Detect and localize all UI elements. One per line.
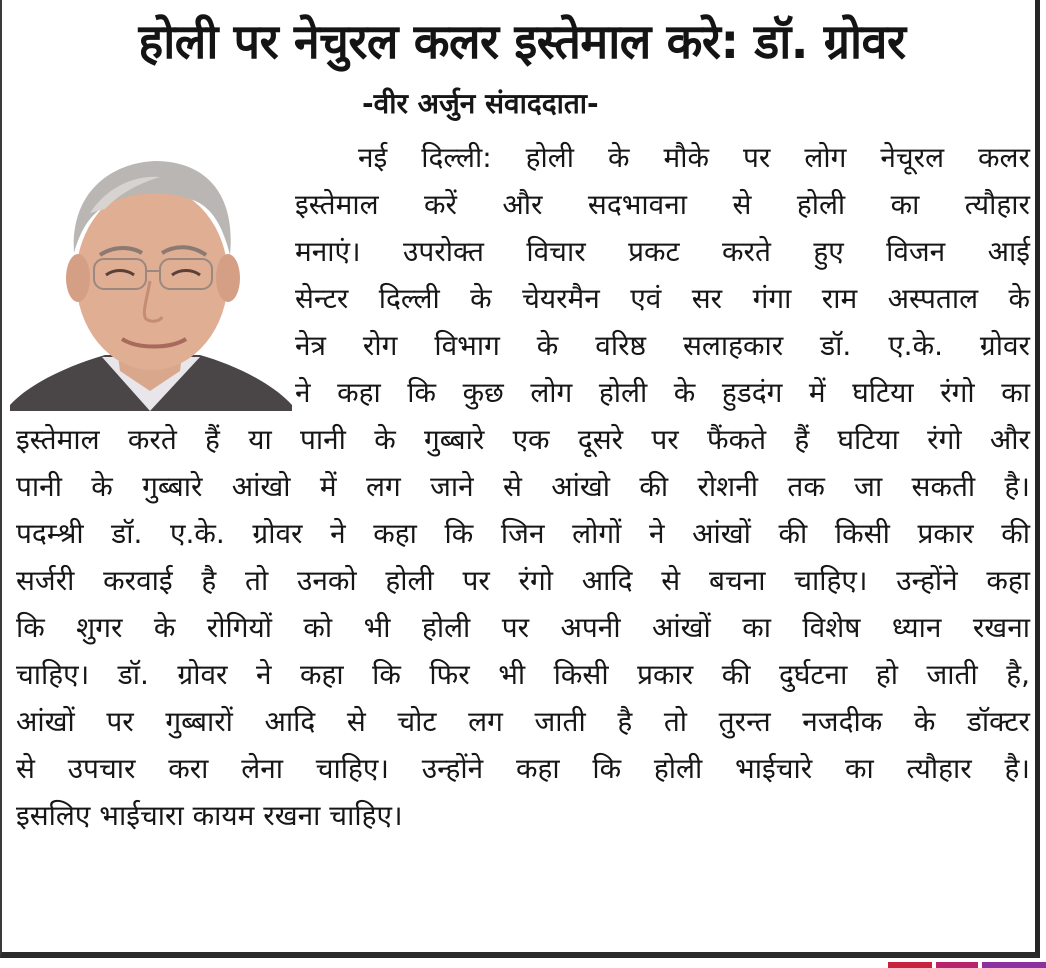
article-body-line: आंखों पर गुब्बारों आदि से चोट लग जाती है तो तुरन्त नजदीक के डॉक्टर [16, 705, 1030, 738]
article-body-line: चाहिए। डॉ. ग्रोवर ने कहा कि फिर भी किसी प्रकार की दुर्घटना हो जाती है, [16, 658, 1030, 691]
bottom-color-strip [888, 962, 932, 968]
bottom-color-strip [936, 962, 978, 968]
article-body-line: इसलिए भाईचारा कायम रखना चाहिए। [16, 799, 403, 832]
byline: -वीर अर्जुन संवाददाता- [362, 87, 599, 120]
article-body-line: मनाएं। उपरोक्त विचार प्रकट करते हुए विजन आई [295, 235, 1030, 268]
article-body-line: सेन्टर दिल्ली के चेयरमैन एवं सर गंगा राम अस्पताल के [295, 282, 1030, 315]
article-body-line: कि शुगर के रोगियों को भी होली पर अपनी आंखों का विशेष ध्यान रखना [16, 611, 1030, 644]
article-body-line: नई दिल्ली: होली के मौके पर लोग नेचूरल कलर [358, 141, 1030, 174]
article-body-line: ने कहा कि कुछ लोग होली के हुडदंग में घटिया रंगो का [295, 376, 1030, 409]
article-body-line: पदम्श्री डॉ. ए.के. ग्रोवर ने कहा कि जिन लोगों ने आंखों की किसी प्रकार की [16, 517, 1030, 550]
headline: होली पर नेचुरल कलर इस्तेमाल करे: डॉ. ग्रोवर [138, 14, 906, 70]
article-body-line: नेत्र रोग विभाग के वरिष्ठ सलाहकार डॉ. ए.के. ग्रोवर [295, 329, 1030, 362]
person-portrait-photo [10, 143, 292, 411]
article-body-line: इस्तेमाल करें और सदभावना से होली का त्यौहार [295, 188, 1030, 221]
article-body-line: पानी के गुब्बारे आंखो में लग जाने से आंखो की रोशनी तक जा सकती है। [16, 470, 1030, 503]
article-body-line: सर्जरी करवाई है तो उनको होली पर रंगो आदि से बचना चाहिए। उन्होंने कहा [16, 564, 1030, 597]
article-body-line: इस्तेमाल करते हैं या पानी के गुब्बारे एक दूसरे पर फैंकते हैं घटिया रंगो और [16, 423, 1030, 456]
article-body-line: से उपचार करा लेना चाहिए। उन्होंने कहा कि होली भाईचारे का त्यौहार है। [16, 752, 1030, 785]
bottom-color-strip [982, 962, 1046, 968]
